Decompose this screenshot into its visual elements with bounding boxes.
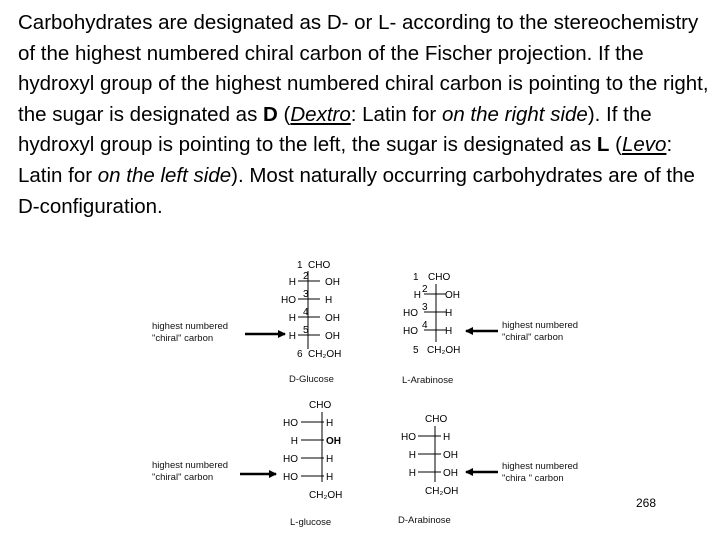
substituent-right: H [326, 472, 334, 483]
para-text-6: : Latin for [18, 133, 673, 187]
substituent-left: H [413, 290, 421, 301]
carbon-number: 5 [303, 325, 309, 336]
l-arabinose-structure [402, 272, 578, 386]
carbon-number: 4 [422, 320, 428, 331]
para-text-1: Carbohydrates are designated as D- or L- according to the stereochemistry of the highest numbered chiral carbon of the Fischer projection. If the hydroxyl group of the highest numbered chiral carbon is pointing to the right, the sugar is designated as [18, 11, 709, 126]
dextro-underlined: Dextro [290, 102, 351, 126]
aldehyde-group: CHO [428, 272, 451, 283]
para-text-2: ( [277, 102, 291, 126]
carbon-number: 2 [303, 271, 309, 282]
para-text-4: ). If the hydroxyl group is pointing to the left, the sugar is designated as [18, 102, 652, 157]
highest-chiral-label-line2: "chiral" carbon [152, 472, 214, 483]
highest-chiral-label-line1: highest numbered [152, 460, 229, 471]
substituent-left: HO [403, 326, 418, 337]
l-arabinose-caption: L-Arabinose [402, 375, 454, 386]
carbon-number: 2 [422, 284, 428, 295]
d-arabinose-caption: D-Arabinose [398, 515, 451, 526]
carbon-number: 3 [422, 302, 428, 313]
highest-chiral-label-line2: "chira " carbon [502, 473, 564, 484]
substituent-left: H [288, 331, 296, 342]
substituent-right: OH [325, 277, 340, 288]
substituent-right: OH [326, 436, 341, 447]
hydroxymethyl-group: CH₂OH [308, 349, 342, 360]
levo-underlined: Levo [621, 133, 667, 157]
substituent-right: H [443, 432, 451, 443]
substituent-left: HO [403, 308, 418, 319]
substituent-right: H [445, 308, 453, 319]
l-letter: L [596, 133, 610, 157]
d-arabinose-structure [398, 414, 578, 526]
substituent-right: OH [325, 313, 340, 324]
hydroxymethyl-group: CH₂OH [309, 490, 343, 501]
aldehyde-group: CHO [309, 400, 332, 411]
aldehyde-group: CHO [425, 414, 448, 425]
substituent-left: HO [281, 295, 296, 306]
para-text-3: : Latin for [350, 102, 442, 126]
highest-chiral-label-line2: "chiral" carbon [152, 333, 214, 344]
substituent-left: H [288, 277, 296, 288]
d-glucose-caption: D-Glucose [289, 374, 334, 385]
substituent-right: OH [443, 450, 458, 461]
substituent-right: OH [443, 468, 458, 479]
substituent-left: HO [401, 432, 416, 443]
highest-chiral-label-line1: highest numbered [152, 321, 229, 332]
hydroxymethyl-group: CH₂OH [425, 486, 459, 497]
d-letter: D [263, 102, 278, 126]
substituent-right: OH [445, 290, 460, 301]
l-glucose-caption: L-glucose [290, 517, 332, 528]
substituent-right: OH [325, 331, 340, 342]
carbon-number: 6 [297, 349, 303, 360]
substituent-right: H [445, 326, 453, 337]
substituent-left: H [408, 450, 416, 461]
carbon-number: 3 [303, 289, 309, 300]
substituent-right: H [325, 295, 333, 306]
carbon-number: 1 [297, 260, 303, 271]
substituent-right: H [326, 454, 334, 465]
aldehyde-group: CHO [308, 260, 331, 271]
highest-chiral-label-line2: "chiral" carbon [502, 332, 564, 343]
highest-chiral-label-line1: highest numbered [502, 461, 579, 472]
on-right-side-text: on the right side [441, 102, 588, 126]
substituent-left: H [408, 468, 416, 479]
carbon-number: 5 [413, 345, 419, 356]
hydroxymethyl-group: CH₂OH [427, 345, 461, 356]
substituent-right: H [326, 418, 334, 429]
substituent-left: HO [283, 418, 298, 429]
highest-chiral-label-line1: highest numbered [502, 320, 579, 331]
carbon-number: 1 [413, 272, 419, 283]
l-glucose-structure [152, 400, 342, 528]
para-text-5: ( [609, 133, 622, 157]
para-text-7: ). Most naturally occurring carbohydrates are of the D-configuration. [18, 163, 695, 218]
on-left-side-text: on the left side [97, 163, 232, 187]
page-number: 268 [636, 496, 657, 510]
substituent-left: H [288, 313, 296, 324]
substituent-left: H [290, 436, 298, 447]
d-glucose-structure [152, 260, 341, 385]
substituent-left: HO [283, 472, 298, 483]
substituent-left: HO [283, 454, 298, 465]
carbon-number: 4 [303, 307, 309, 318]
